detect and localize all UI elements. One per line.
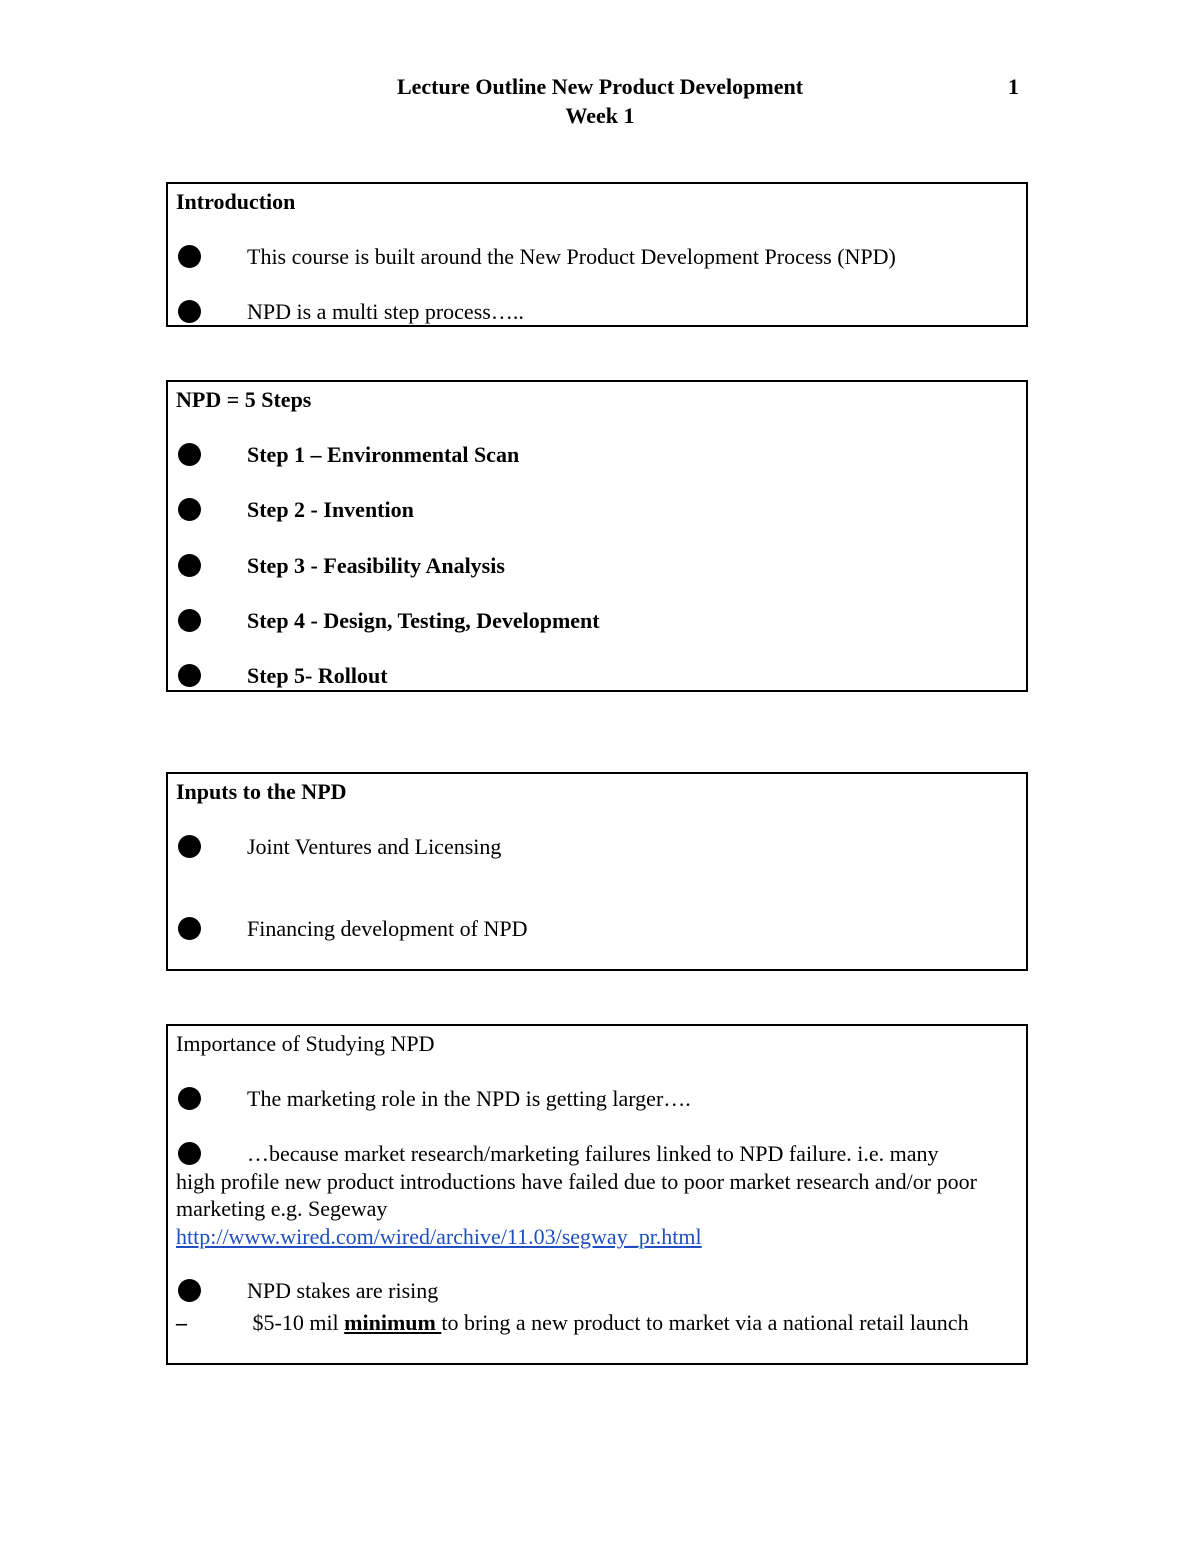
npd-steps-heading: NPD = 5 Steps — [176, 387, 312, 412]
bullet-icon — [176, 1087, 202, 1113]
step-item: Step 4 - Design, Testing, Development — [247, 608, 600, 633]
bullet-icon — [176, 917, 202, 943]
bullet-icon — [176, 1279, 202, 1305]
importance-item: The marketing role in the NPD is getting larger…. — [247, 1086, 691, 1111]
step-item: Step 1 – Environmental Scan — [247, 442, 520, 467]
introduction-item: NPD is a multi step process….. — [247, 299, 524, 324]
bullet-icon — [176, 498, 202, 524]
bullet-icon — [176, 245, 202, 271]
page-number: 1 — [1008, 74, 1019, 99]
stakes-description: to bring a new product to market via a national retail launch — [441, 1310, 969, 1335]
step-item: Step 5- Rollout — [247, 663, 388, 688]
stakes-minimum: minimum — [344, 1310, 442, 1335]
inputs-item: Joint Ventures and Licensing — [247, 834, 502, 859]
step-item: Step 3 - Feasibility Analysis — [247, 553, 505, 578]
bullet-icon — [176, 609, 202, 635]
bullet-icon — [176, 1142, 202, 1168]
bullet-icon — [176, 443, 202, 469]
step-item: Step 2 - Invention — [247, 497, 414, 522]
introduction-heading: Introduction — [176, 189, 296, 214]
npd-steps-box — [166, 380, 1028, 692]
importance-item-lead: …because market research/marketing failures linked to NPD failure. i.e. many — [247, 1141, 939, 1166]
importance-box — [166, 1024, 1028, 1365]
bullet-icon — [176, 300, 202, 326]
importance-item: NPD stakes are rising — [247, 1278, 439, 1303]
dash-marker: – — [176, 1310, 187, 1335]
inputs-heading: Inputs to the NPD — [176, 779, 347, 804]
stakes-detail — [176, 1309, 1006, 1336]
inputs-box — [166, 772, 1028, 971]
segway-article-link[interactable]: http://www.wired.com/wired/archive/11.03/segway_pr.html — [176, 1224, 702, 1249]
importance-heading: Importance of Studying NPD — [176, 1031, 435, 1056]
introduction-box — [166, 182, 1028, 327]
bullet-icon — [176, 835, 202, 861]
document-header — [0, 72, 1200, 130]
introduction-item: This course is built around the New Product Development Process (NPD) — [247, 244, 896, 269]
importance-item-body: high profile new product introductions have failed due to poor market research and/or poor marketing e.g. Segeway — [176, 1169, 977, 1221]
document-subtitle: Week 1 — [565, 103, 635, 128]
stakes-amount: $5-10 mil — [252, 1310, 345, 1335]
bullet-icon — [176, 664, 202, 690]
inputs-item: Financing development of NPD — [247, 916, 528, 941]
document-title: Lecture Outline New Product Development — [396, 74, 804, 99]
bullet-icon — [176, 554, 202, 580]
